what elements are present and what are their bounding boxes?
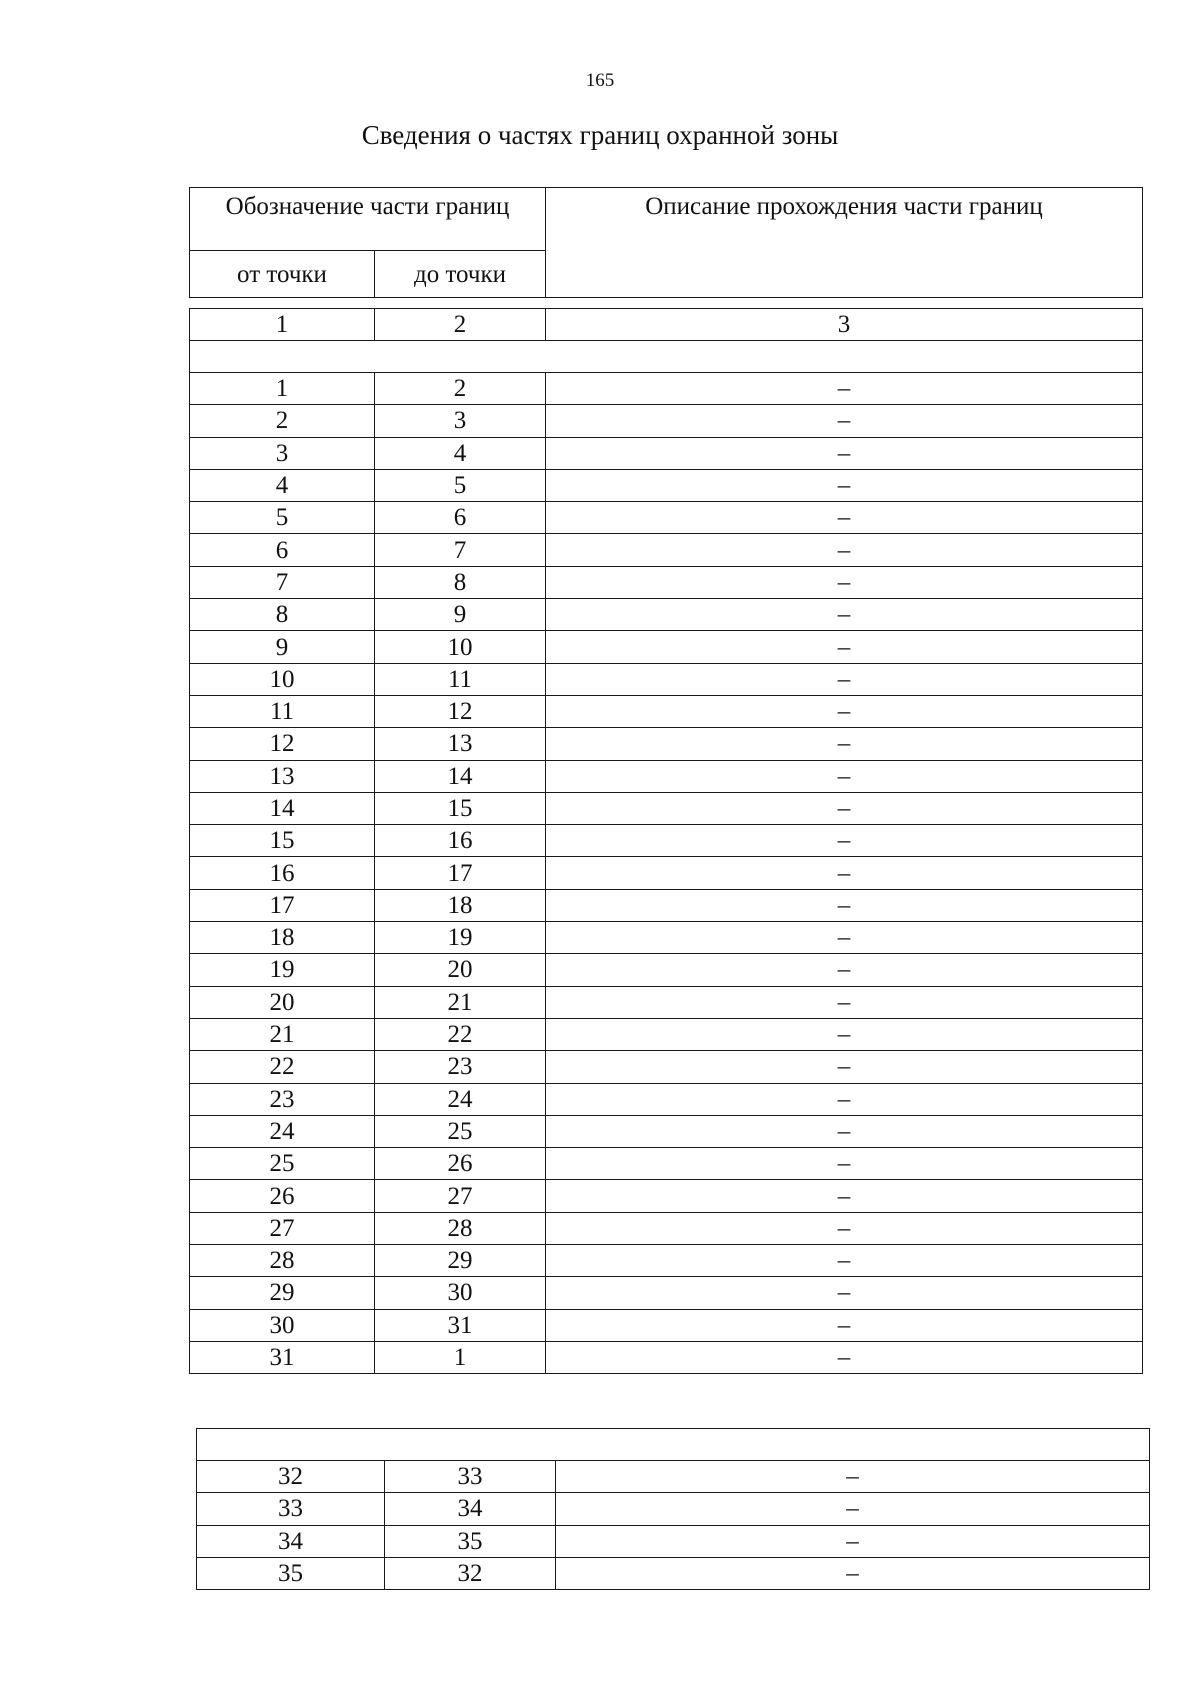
to-point-cell: 9 — [375, 599, 546, 631]
to-point-cell: 17 — [375, 857, 546, 889]
header-designation: Обозначение части границ — [190, 188, 546, 251]
table-row — [190, 599, 1143, 631]
to-point-cell: 3 — [375, 405, 546, 437]
from-point-cell: 30 — [190, 1309, 375, 1341]
table-row — [190, 1277, 1143, 1309]
table-row — [190, 1115, 1143, 1147]
to-point-cell: 2 — [375, 373, 546, 405]
column-number-3: 3 — [546, 309, 1143, 341]
from-point-cell: 34 — [197, 1525, 385, 1557]
from-point-cell: 22 — [190, 1051, 375, 1083]
from-point-cell: 13 — [190, 760, 375, 792]
to-point-cell: 11 — [375, 663, 546, 695]
to-point-cell: 24 — [375, 1083, 546, 1115]
from-point-cell: 18 — [190, 922, 375, 954]
to-point-cell: 22 — [375, 1018, 546, 1050]
to-point-cell: 1 — [375, 1341, 546, 1373]
description-cell: – — [546, 1309, 1143, 1341]
from-point-cell: 28 — [190, 1245, 375, 1277]
column-number-2: 2 — [375, 309, 546, 341]
table-row — [190, 1180, 1143, 1212]
section-separator-cell — [197, 1429, 1150, 1461]
description-cell: – — [546, 695, 1143, 727]
header-to-point: до точки — [375, 251, 546, 298]
table-row — [190, 502, 1143, 534]
from-point-cell: 21 — [190, 1018, 375, 1050]
description-cell: – — [546, 1212, 1143, 1244]
to-point-cell: 25 — [375, 1115, 546, 1147]
table-row — [190, 695, 1143, 727]
description-cell: – — [546, 1180, 1143, 1212]
to-point-cell: 32 — [385, 1557, 556, 1589]
to-point-cell: 5 — [375, 469, 546, 501]
description-cell: – — [546, 1083, 1143, 1115]
table-row — [190, 922, 1143, 954]
description-cell: – — [546, 857, 1143, 889]
description-cell: – — [546, 1245, 1143, 1277]
description-cell: – — [546, 1148, 1143, 1180]
table-row — [190, 1051, 1143, 1083]
description-cell: – — [546, 534, 1143, 566]
description-cell: – — [546, 1341, 1143, 1373]
description-cell: – — [546, 922, 1143, 954]
header-from-point: от точки — [190, 251, 375, 298]
to-point-cell: 8 — [375, 566, 546, 598]
from-point-cell: 32 — [197, 1461, 385, 1493]
description-cell: – — [546, 825, 1143, 857]
table-row — [190, 469, 1143, 501]
from-point-cell: 7 — [190, 566, 375, 598]
table-row — [190, 663, 1143, 695]
description-cell: – — [546, 599, 1143, 631]
to-point-cell: 26 — [375, 1148, 546, 1180]
description-cell: – — [556, 1557, 1150, 1589]
from-point-cell: 33 — [197, 1493, 385, 1525]
to-point-cell: 14 — [375, 760, 546, 792]
to-point-cell: 20 — [375, 954, 546, 986]
column-number-row — [190, 309, 1143, 341]
table-row — [190, 825, 1143, 857]
description-cell: – — [546, 566, 1143, 598]
document-title: Сведения о частях границ охранной зоны — [361, 120, 839, 150]
description-cell: – — [546, 502, 1143, 534]
table-row — [190, 566, 1143, 598]
from-point-cell: 35 — [197, 1557, 385, 1589]
description-cell: – — [546, 631, 1143, 663]
table-row — [197, 1493, 1150, 1525]
from-point-cell: 26 — [190, 1180, 375, 1212]
description-cell: – — [546, 728, 1143, 760]
table-row — [190, 986, 1143, 1018]
section-separator-row — [197, 1429, 1150, 1461]
from-point-cell: 27 — [190, 1212, 375, 1244]
description-cell: – — [546, 760, 1143, 792]
boundary-table-secondary — [196, 1428, 1150, 1590]
table-row — [190, 1341, 1143, 1373]
table-row — [197, 1461, 1150, 1493]
from-point-cell: 5 — [190, 502, 375, 534]
description-cell: – — [556, 1461, 1150, 1493]
to-point-cell: 10 — [375, 631, 546, 663]
table-row — [190, 631, 1143, 663]
table-row — [197, 1525, 1150, 1557]
to-point-cell: 16 — [375, 825, 546, 857]
boundary-table-main — [189, 308, 1143, 1374]
table-row — [190, 857, 1143, 889]
table-row — [190, 1245, 1143, 1277]
description-cell: – — [546, 469, 1143, 501]
to-point-cell: 18 — [375, 889, 546, 921]
from-point-cell: 23 — [190, 1083, 375, 1115]
from-point-cell: 12 — [190, 728, 375, 760]
to-point-cell: 30 — [375, 1277, 546, 1309]
to-point-cell: 12 — [375, 695, 546, 727]
from-point-cell: 2 — [190, 405, 375, 437]
from-point-cell: 17 — [190, 889, 375, 921]
from-point-cell: 6 — [190, 534, 375, 566]
header-table — [189, 187, 1143, 298]
description-cell: – — [546, 954, 1143, 986]
from-point-cell: 3 — [190, 437, 375, 469]
to-point-cell: 33 — [385, 1461, 556, 1493]
to-point-cell: 23 — [375, 1051, 546, 1083]
to-point-cell: 6 — [375, 502, 546, 534]
table-row — [190, 1309, 1143, 1341]
table-row — [190, 1212, 1143, 1244]
to-point-cell: 13 — [375, 728, 546, 760]
to-point-cell: 19 — [375, 922, 546, 954]
from-point-cell: 11 — [190, 695, 375, 727]
table-row — [190, 437, 1143, 469]
table-row — [190, 1083, 1143, 1115]
description-cell: – — [546, 986, 1143, 1018]
from-point-cell: 19 — [190, 954, 375, 986]
from-point-cell: 16 — [190, 857, 375, 889]
description-cell: – — [546, 437, 1143, 469]
from-point-cell: 14 — [190, 792, 375, 824]
from-point-cell: 8 — [190, 599, 375, 631]
table-row — [190, 1018, 1143, 1050]
to-point-cell: 4 — [375, 437, 546, 469]
from-point-cell: 29 — [190, 1277, 375, 1309]
description-cell: – — [546, 663, 1143, 695]
from-point-cell: 15 — [190, 825, 375, 857]
description-cell: – — [546, 1277, 1143, 1309]
description-cell: – — [546, 405, 1143, 437]
description-cell: – — [546, 792, 1143, 824]
description-cell: – — [556, 1525, 1150, 1557]
description-cell: – — [546, 1018, 1143, 1050]
table-row — [190, 1148, 1143, 1180]
page-number: 165 — [585, 70, 615, 91]
to-point-cell: 21 — [375, 986, 546, 1018]
column-number-1: 1 — [190, 309, 375, 341]
table-row — [190, 405, 1143, 437]
to-point-cell: 15 — [375, 792, 546, 824]
description-cell: – — [546, 373, 1143, 405]
to-point-cell: 28 — [375, 1212, 546, 1244]
boundary-table-main-body — [190, 309, 1143, 1374]
from-point-cell: 24 — [190, 1115, 375, 1147]
table-row — [190, 534, 1143, 566]
from-point-cell: 20 — [190, 986, 375, 1018]
boundary-table-secondary-body — [197, 1429, 1150, 1590]
to-point-cell: 31 — [375, 1309, 546, 1341]
to-point-cell: 29 — [375, 1245, 546, 1277]
to-point-cell: 34 — [385, 1493, 556, 1525]
from-point-cell: 1 — [190, 373, 375, 405]
table-row — [190, 889, 1143, 921]
description-cell: – — [546, 1051, 1143, 1083]
table-row — [190, 792, 1143, 824]
section-separator-cell — [190, 341, 1143, 373]
from-point-cell: 9 — [190, 631, 375, 663]
to-point-cell: 27 — [375, 1180, 546, 1212]
to-point-cell: 7 — [375, 534, 546, 566]
description-cell: – — [556, 1493, 1150, 1525]
table-row — [197, 1557, 1150, 1589]
from-point-cell: 31 — [190, 1341, 375, 1373]
description-cell: – — [546, 1115, 1143, 1147]
table-row — [190, 728, 1143, 760]
table-row — [190, 373, 1143, 405]
from-point-cell: 4 — [190, 469, 375, 501]
table-row — [190, 760, 1143, 792]
table-row — [190, 954, 1143, 986]
header-description: Описание прохождения части границ — [546, 188, 1143, 298]
from-point-cell: 25 — [190, 1148, 375, 1180]
to-point-cell: 35 — [385, 1525, 556, 1557]
description-cell: – — [546, 889, 1143, 921]
from-point-cell: 10 — [190, 663, 375, 695]
section-separator-row — [190, 341, 1143, 373]
